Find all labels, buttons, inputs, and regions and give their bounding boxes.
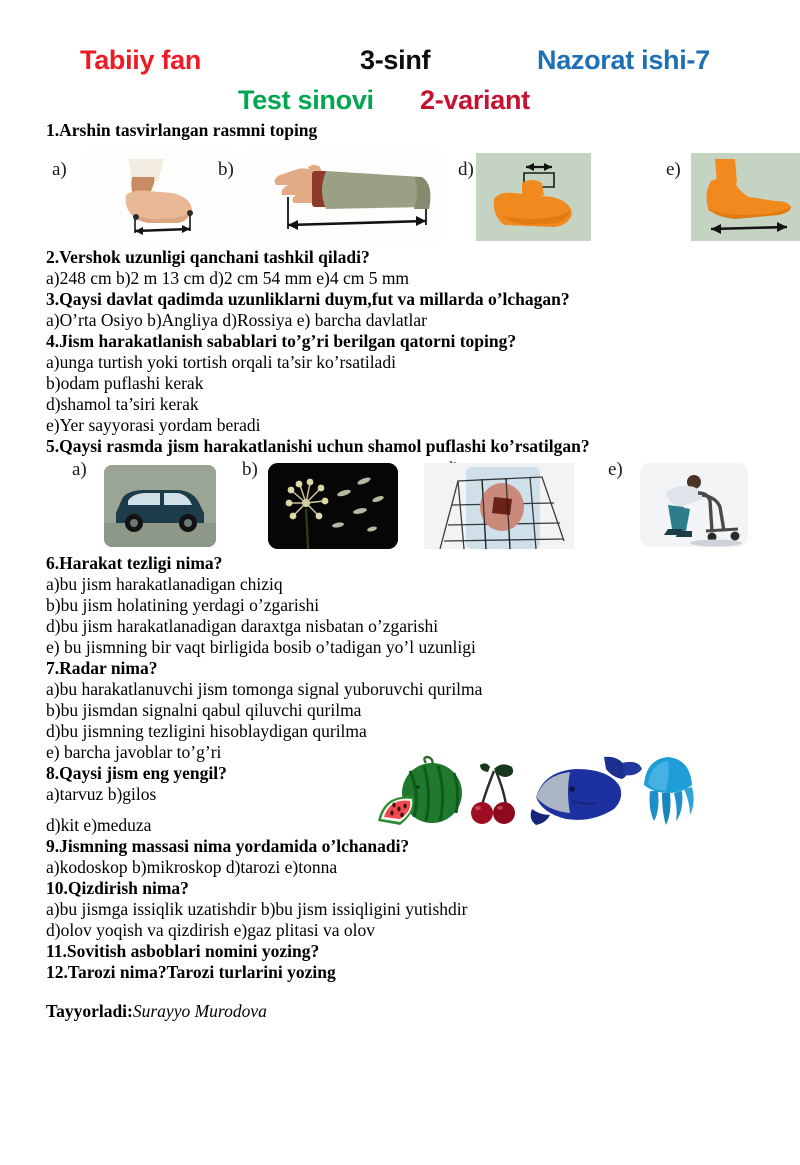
question-6 — [46, 553, 756, 658]
question-1-option-d-label: d) — [458, 159, 474, 180]
question-1-option-b-label: b) — [218, 159, 234, 180]
header-test-type: Test sinovi — [238, 85, 374, 115]
question-9-options: a)kodoskop b)mikroskop d)tarozi e)tonna — [46, 857, 338, 877]
question-9 — [46, 836, 756, 878]
foot-length-measure-image[interactable] — [691, 153, 800, 241]
ball-in-goal-net-image[interactable] — [424, 463, 574, 549]
watermelon-image[interactable] — [376, 755, 472, 832]
document-header — [0, 45, 800, 119]
question-7 — [46, 658, 756, 763]
dandelion-seeds-blowing-image[interactable] — [268, 463, 398, 549]
question-7-option-a: a)bu harakatlanuvchi jism tomonga signal yuboruvchi qurilma — [46, 679, 483, 699]
question-4-option-b: b)odam puflashi kerak — [46, 373, 204, 393]
signature-line — [46, 1001, 756, 1022]
thumb-inch-measure-image[interactable] — [476, 153, 591, 241]
question-5-image-options — [46, 457, 756, 553]
question-1-image-options — [46, 141, 756, 247]
header-line-1 — [0, 45, 800, 85]
question-3 — [46, 289, 756, 331]
question-5 — [46, 436, 756, 553]
question-1 — [46, 120, 756, 247]
question-5-title: 5.Qaysi rasmda jism harakatlanishi uchun shamol puflashi ko’rsatilgan? — [46, 436, 590, 456]
question-6-option-b: b)bu jism holatining yerdagi o’zgarishi — [46, 595, 320, 615]
header-line-2 — [0, 85, 800, 119]
arm-length-measure-image[interactable] — [246, 151, 446, 241]
question-7-option-d: d)bu jismning tezligini hisoblaydigan qurilma — [46, 721, 367, 741]
header-grade: 3-sinf — [360, 45, 431, 75]
question-4-option-e: e)Yer sayyorasi yordam beradi — [46, 415, 261, 435]
question-5-option-a-label: a) — [72, 459, 87, 480]
question-8 — [46, 763, 756, 836]
question-5-option-b-label: b) — [242, 459, 258, 480]
question-8-title: 8.Qaysi jism eng yengil? — [46, 763, 227, 783]
question-4-title: 4.Jism harakatlanish sabablari to’g’ri berilgan qatorni toping? — [46, 331, 517, 351]
question-7-option-e: e) barcha javoblar to’g’ri — [46, 742, 222, 762]
question-1-option-a-label: a) — [52, 159, 67, 180]
question-6-option-e: e) bu jismning bir vaqt birligida bosib o’tadigan yo’l uzunligi — [46, 637, 476, 657]
whale-image[interactable] — [526, 753, 646, 834]
question-10-title: 10.Qizdirish nima? — [46, 878, 189, 898]
question-3-title: 3.Qaysi davlat qadimda uzunliklarni duym,fut va millarda o’lchagan? — [46, 289, 570, 309]
question-8-options-row-2: d)kit e)meduza — [46, 815, 152, 835]
signature-author: Surayyo Murodova — [132, 1000, 267, 1021]
question-1-title: 1.Arshin tasvirlangan rasmni toping — [46, 120, 318, 140]
question-10-options-row-2: d)olov yoqish va qizdirish e)gaz plitasi va olov — [46, 920, 376, 940]
question-5-option-e-label: e) — [608, 459, 623, 480]
question-10 — [46, 878, 756, 941]
cherries-image[interactable] — [468, 761, 528, 832]
question-2-options: a)248 cm b)2 m 13 cm d)2 cm 54 mm e)4 cm 5 mm — [46, 268, 410, 288]
hand-span-measure-image[interactable] — [86, 151, 236, 241]
question-8-options-row-1: a)tarvuz b)gilos — [46, 784, 157, 804]
question-6-option-a: a)bu jism harakatlanadigan chiziq — [46, 574, 283, 594]
question-2 — [46, 247, 756, 289]
question-8-illustrations — [376, 755, 726, 827]
question-3-options: a)O’rta Osiyo b)Angliya d)Rossiya e) barcha davlatlar — [46, 310, 427, 330]
question-4-option-a: a)unga turtish yoki tortish orqali ta’sir ko’rsatiladi — [46, 352, 396, 372]
question-1-option-e-label: e) — [666, 159, 681, 180]
question-6-option-d: d)bu jism harakatlanadigan daraxtga nisbatan o’zgarishi — [46, 616, 439, 636]
header-subject: Tabiiy fan — [80, 45, 202, 75]
header-work-title: Nazorat ishi-7 — [537, 45, 710, 75]
jellyfish-image[interactable] — [634, 751, 704, 832]
document-body — [46, 120, 756, 1039]
question-11-title: 11.Sovitish asboblari nomini yozing? — [46, 941, 320, 961]
question-7-option-b: b)bu jismdan signalni qabul qiluvchi qurilma — [46, 700, 362, 720]
question-9-title: 9.Jismning massasi nima yordamida o’lchanadi? — [46, 836, 410, 856]
header-variant: 2-variant — [420, 85, 530, 115]
question-12-title: 12.Tarozi nima?Tarozi turlarini yozing — [46, 962, 336, 982]
question-4 — [46, 331, 756, 436]
question-11 — [46, 941, 756, 962]
person-pushing-cart-image[interactable] — [640, 463, 748, 547]
question-6-title: 6.Harakat tezligi nima? — [46, 553, 223, 573]
question-12 — [46, 962, 756, 983]
question-4-option-d: d)shamol ta’siri kerak — [46, 394, 199, 414]
question-10-options-row-1: a)bu jismga issiqlik uzatishdir b)bu jism issiqligini yutishdir — [46, 899, 468, 919]
question-7-title: 7.Radar nima? — [46, 658, 158, 678]
question-2-title: 2.Vershok uzunligi qanchani tashkil qiladi? — [46, 247, 370, 267]
car-image[interactable] — [104, 465, 216, 547]
signature-label: Tayyorladi: — [46, 1000, 133, 1021]
